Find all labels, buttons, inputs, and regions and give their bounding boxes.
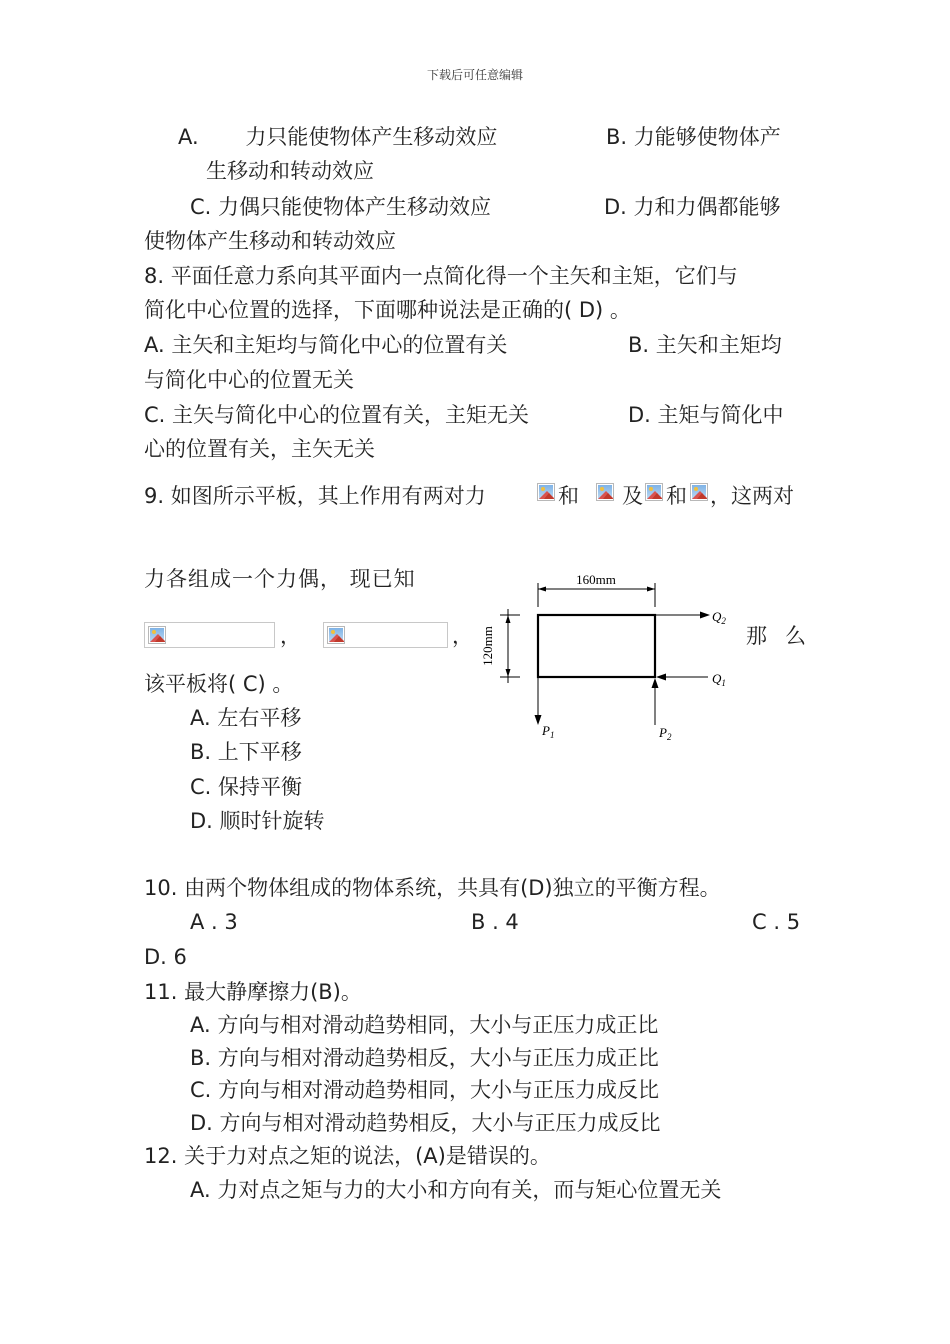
q7-option-d-cont: 使物体产生移动和转动效应: [144, 229, 396, 253]
q7-option-b-cont: 生移动和转动效应: [206, 159, 374, 183]
q9-given-image-2: [323, 622, 448, 648]
page-header: 下载后可任意编辑: [426, 68, 523, 82]
q10-option-d: D. 6: [144, 945, 187, 969]
q7-option-c: C. 力偶只能使物体产生移动效应: [190, 195, 492, 219]
q9-option-d: D. 顺时针旋转: [190, 809, 325, 833]
q10-stem: 10. 由两个物体组成的物体系统，共具有(D)独立的平衡方程。: [144, 876, 721, 900]
q8-stem-line1: 8. 平面任意力系向其平面内一点简化得一个主矢和主矩，它们与: [144, 264, 738, 288]
q9-word-me: 么: [785, 624, 806, 648]
q8-option-d-cont: 心的位置有关，主矢无关: [144, 437, 375, 461]
q11-option-d: D. 方向与相对滑动趋势相反，大小与正压力成反比: [190, 1111, 661, 1135]
q10-option-b: B . 4: [471, 910, 519, 934]
force-q1-label: $Q_1$: [712, 671, 726, 688]
q9-stem-line2: 力各组成一个力偶， 现已知: [144, 567, 416, 591]
broken-image-icon: [327, 626, 345, 644]
q9-word-na: 那: [746, 624, 767, 648]
q7-option-b: B. 力能够使物体产: [606, 125, 781, 149]
force-p2-label: $P_2$: [659, 725, 672, 742]
q8-option-b: B. 主矢和主矩均: [628, 333, 782, 357]
height-dimension-label: 120mm: [480, 626, 495, 666]
q9-option-b: B. 上下平移: [190, 740, 302, 764]
q9-and-2: 及: [622, 484, 643, 508]
q8-option-d: D. 主矩与简化中: [628, 403, 784, 427]
q11-option-c: C. 方向与相对滑动趋势相同，大小与正压力成反比: [190, 1078, 660, 1102]
q9-stem-suffix: ，这两对: [710, 484, 794, 508]
q11-stem: 11. 最大静摩擦力(B)。: [144, 980, 362, 1004]
q8-option-c: C. 主矢与简化中心的位置有关，主矩无关: [144, 403, 530, 427]
q9-comma-1: ，: [280, 624, 301, 648]
width-dimension-label: 160mm: [576, 572, 616, 587]
q12-stem: 12. 关于力对点之矩的说法，(A)是错误的。: [144, 1144, 551, 1168]
q11-option-b: B. 方向与相对滑动趋势相反，大小与正压力成正比: [190, 1046, 659, 1070]
q12-option-a: A. 力对点之矩与力的大小和方向有关，而与矩心位置无关: [190, 1178, 722, 1202]
q9-plate-figure: [470, 565, 740, 745]
broken-image-icon: [596, 483, 614, 501]
q10-option-a: A . 3: [190, 910, 238, 934]
q9-option-a: A. 左右平移: [190, 706, 302, 730]
q9-comma-2: ，: [452, 624, 473, 648]
q8-option-b-cont: 与简化中心的位置无关: [144, 368, 354, 392]
q7-option-d: D. 力和力偶都能够: [604, 195, 781, 219]
q8-stem-line2: 简化中心位置的选择，下面哪种说法是正确的( D) 。: [144, 298, 631, 322]
broken-image-icon: [148, 626, 166, 644]
q9-stem-line4: 该平板将( C) 。: [144, 672, 294, 696]
q9-stem-prefix: 9. 如图所示平板，其上作用有两对力: [144, 484, 486, 508]
force-p1-label: $P_1$: [542, 723, 555, 740]
broken-image-icon: [537, 483, 555, 501]
q9-given-image-1: [144, 622, 275, 648]
q9-and-1: 和: [558, 484, 579, 508]
q10-option-c: C . 5: [752, 910, 801, 934]
broken-image-icon: [690, 483, 708, 501]
force-q2-label: $Q_2$: [712, 609, 726, 626]
q8-option-a: A. 主矢和主矩均与简化中心的位置有关: [144, 333, 508, 357]
q9-and-3: 和: [666, 484, 687, 508]
q11-option-a: A. 方向与相对滑动趋势相同，大小与正压力成正比: [190, 1013, 659, 1037]
broken-image-icon: [645, 483, 663, 501]
q9-option-c: C. 保持平衡: [190, 775, 303, 799]
q7-option-a: A. 力只能使物体产生移动效应: [178, 125, 498, 149]
